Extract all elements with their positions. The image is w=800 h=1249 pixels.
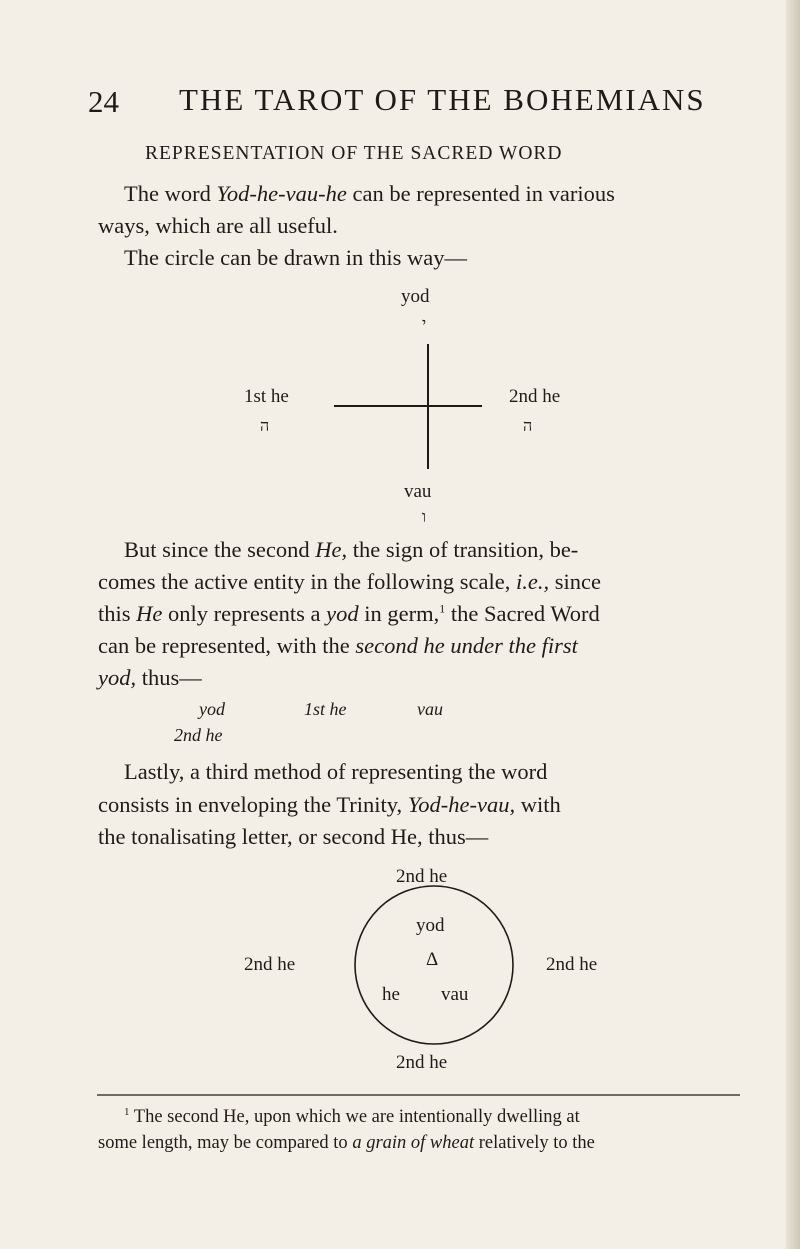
- text-run: this: [98, 601, 137, 626]
- paragraph-line: ways, which are all useful.: [98, 213, 338, 238]
- text-run: relatively to the: [474, 1133, 595, 1153]
- text-run: But since the second: [124, 537, 316, 562]
- hebrew-he-glyph: ה: [523, 416, 533, 435]
- footnote-ref: 1: [439, 601, 446, 616]
- running-title: THE TAROT OF THE BOHEMIANS: [179, 82, 706, 117]
- page-number: 24: [88, 84, 119, 119]
- italic-term: second he under the first: [355, 633, 578, 658]
- text-run: The second He, upon which we are intentionally dwelling at: [133, 1107, 580, 1128]
- text-run: can be represented, with the: [98, 633, 356, 658]
- paragraph-line: the tonalisating letter, or second He, thus—: [98, 824, 489, 849]
- text-run: consists in enveloping the Trinity,: [98, 792, 408, 817]
- text-run: can be represented in various: [346, 181, 615, 206]
- text-run: in germ,: [358, 601, 440, 626]
- text-run: thus—: [136, 665, 202, 690]
- italic-term: He,: [315, 537, 348, 562]
- footnote-line: [98, 1133, 595, 1154]
- paragraph-line: The circle can be drawn in this way—: [124, 245, 467, 270]
- italic-term: He: [136, 601, 163, 626]
- text-run: the sign of transition, be-: [347, 537, 579, 562]
- diagram-label-first-he: 1st he: [244, 386, 289, 407]
- circle-inner-yod: yod: [416, 915, 445, 936]
- paragraph-line: Lastly, a third method of representing the word: [124, 759, 548, 784]
- text-run: with: [515, 792, 561, 817]
- text-run: comes the active entity in the following scale,: [98, 569, 516, 594]
- italic-term: a grain of wheat: [352, 1133, 475, 1153]
- footnote-marker: 1: [124, 1106, 130, 1118]
- italic-term: Yod-he-vau,: [407, 792, 516, 817]
- diagram-label-second-he: 2nd he: [509, 386, 561, 407]
- section-heading: REPRESENTATION OF THE SACRED WORD: [145, 143, 563, 164]
- hebrew-vau-glyph: ו: [422, 507, 427, 526]
- circle-label-right: 2nd he: [546, 954, 598, 975]
- text-run: only represents a: [162, 601, 327, 626]
- circle-label-top: 2nd he: [396, 866, 448, 887]
- italic-term: yod,: [98, 665, 137, 690]
- italic-term: Yod-he-vau-he: [216, 181, 347, 206]
- scale-second-he: 2nd he: [174, 725, 223, 745]
- circle-inner-he: he: [382, 984, 400, 1005]
- diagram-label-yod: yod: [401, 286, 430, 307]
- hebrew-yod-glyph: י: [422, 314, 427, 333]
- circle-label-bottom: 2nd he: [396, 1052, 448, 1073]
- footnote-line: [124, 1106, 580, 1128]
- text-run: the Sacred Word: [445, 601, 600, 626]
- scale-yod: yod: [199, 699, 225, 719]
- text-run: some length, may be compared to: [98, 1133, 353, 1153]
- text-run: since: [549, 569, 601, 594]
- diagram-label-vau: vau: [404, 481, 432, 502]
- scale-first-he: 1st he: [304, 699, 347, 719]
- italic-term: i.e.,: [516, 569, 550, 594]
- hebrew-he-glyph: ה: [260, 416, 270, 435]
- circle-inner-vau: vau: [441, 984, 469, 1005]
- text-run: The word: [124, 181, 217, 206]
- italic-term: yod: [326, 601, 359, 626]
- circle-label-left: 2nd he: [244, 954, 296, 975]
- scale-vau: vau: [417, 699, 443, 719]
- delta-symbol: Δ: [426, 949, 439, 970]
